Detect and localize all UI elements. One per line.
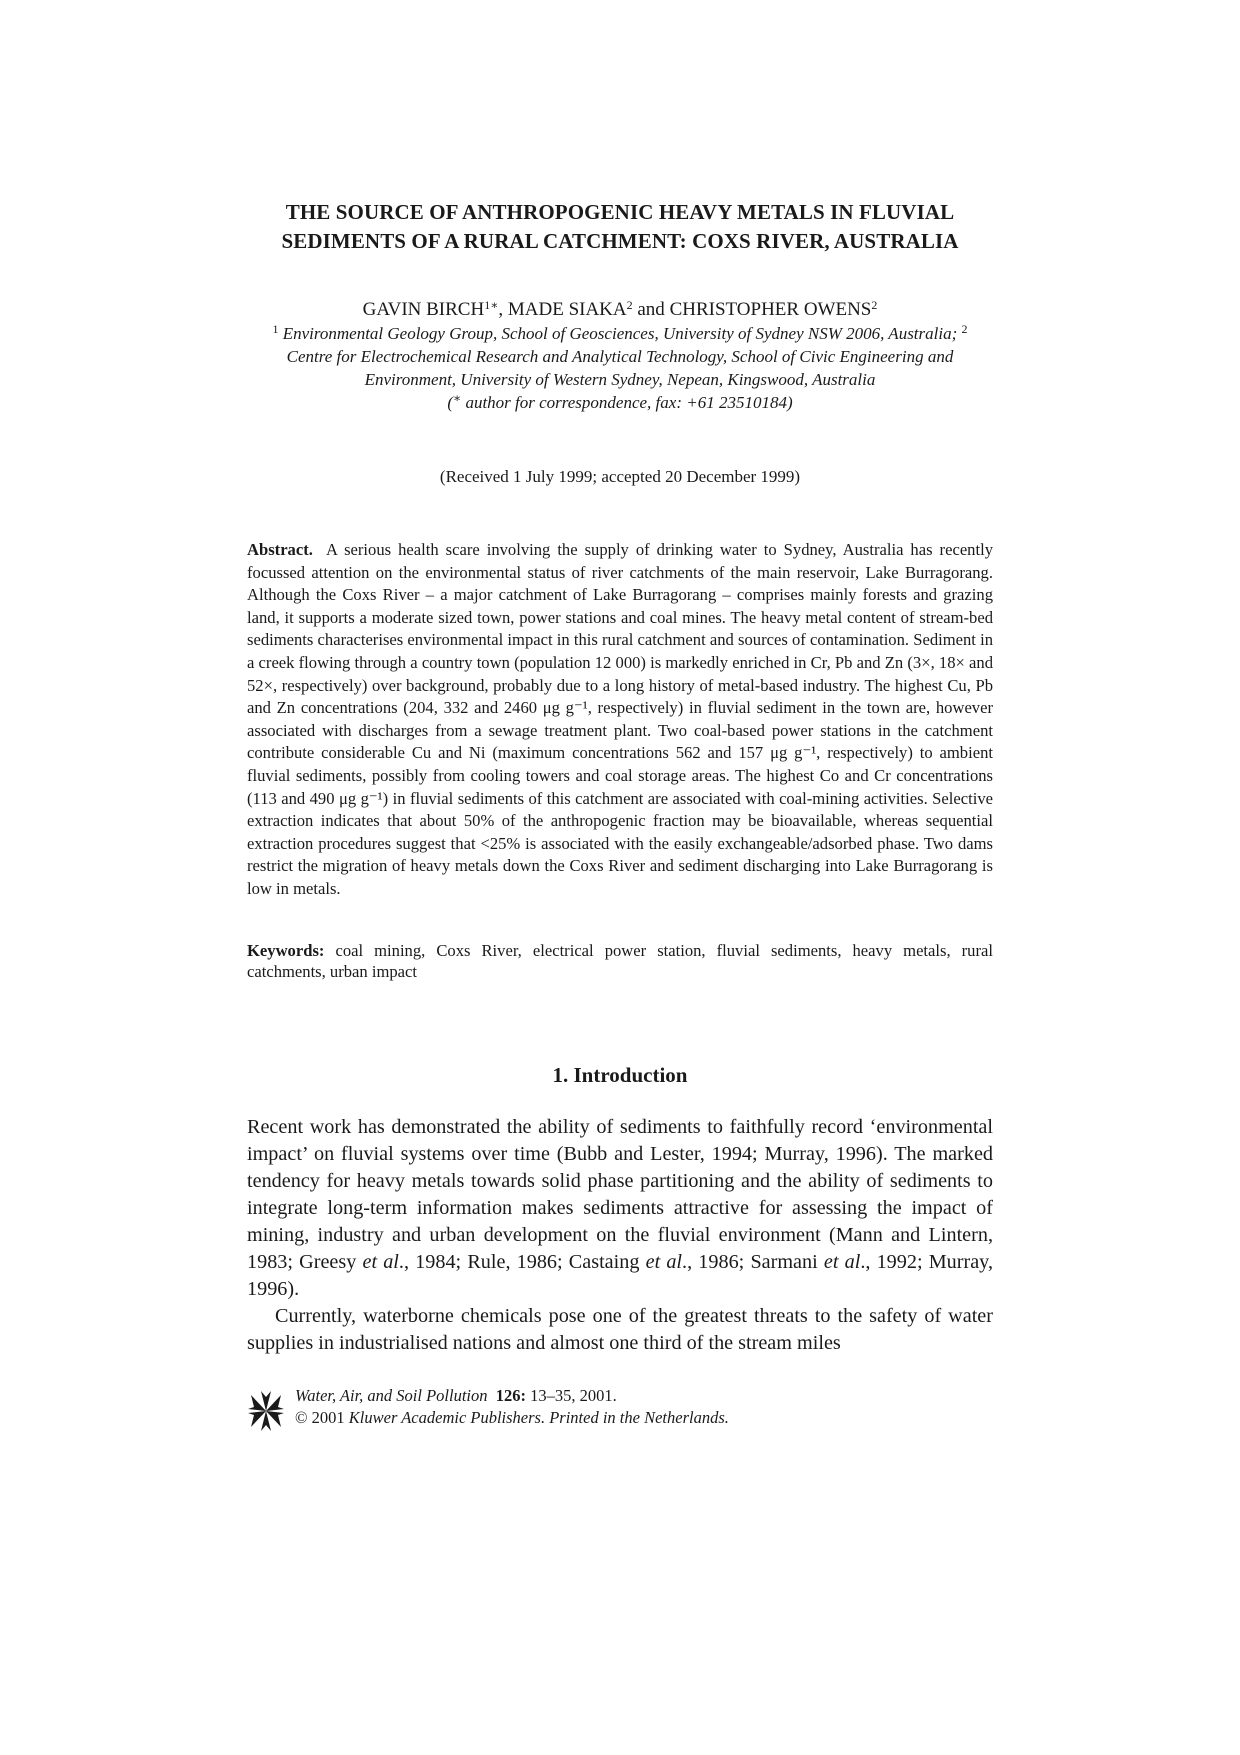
author-name: MADE SIAKA: [507, 299, 627, 320]
publisher-name: Kluwer Academic Publishers. Printed in the Netherlands.: [348, 1408, 729, 1427]
affiliation-marker: 2: [961, 322, 968, 336]
keywords-text: coal mining, Coxs River, electrical power station, fluvial sediments, heavy metals, rural catchments, urban impact: [247, 941, 993, 981]
abstract-text: A serious health scare involving the supply of drinking water to Sydney, Australia has recently focussed attention on the environmental status of river catchments of the main reservoir, Lake Burragorang. Although the Coxs River – a major catchment of Lake Burragorang – comprises mainly forests and grazing land, it supports a moderate sized town, power stations and coal mines. The heavy metal content of stream-bed sediments characterises environmental impact in this rural catchment and sources of contamination. Sediment in a creek flowing through a country town (population 12 000) is markedly enriched in Cr, Pb and Zn (3×, 18× and 52×, respectively) over background, probably due to a long history of metal-based industry. The highest Cu, Pb and Zn concentrations (204, 332 and 2460 μg g⁻¹, respectively) in fluvial sediment in the town are, however associated with discharges from a sewage treatment plant. Two coal-based power stations in the catchment contribute considerable Cu and Ni (maximum concentrations 562 and 157 μg g⁻¹, respectively) to ambient fluvial sediments, possibly from cooling towers and coal storage areas. The highest Co and Cr concentrations (113 and 490 μg g⁻¹) in fluvial sediments of this catchment are associated with coal-mining activities. Selective extraction indicates that about 50% of the anthropogenic fraction may be bioavailable, whereas sequential extraction procedures suggest that <25% is associated with the easily exchangeable/adsorbed phase. Two dams restrict the migration of heavy metals down the Coxs River and sediment discharging into Lake Burragorang is low in metals.: [247, 540, 993, 898]
title-line-1: THE SOURCE OF ANTHROPOGENIC HEAVY METALS IN FLUVIAL: [285, 200, 955, 224]
author-name: GAVIN BIRCH: [362, 299, 485, 320]
author-superscript: 2: [626, 298, 633, 312]
affiliation-2: Centre for Electrochemical Research and Analytical Technology, School of Civic Engineering and Environment, University of Western Sydney, Nepean, Kingswood, Australia: [286, 347, 954, 389]
author-list: [180, 297, 1060, 322]
abstract-label: Abstract.: [247, 540, 313, 559]
et-al: et al: [823, 1251, 861, 1273]
author-separator: and: [632, 299, 670, 320]
section-body: [247, 1114, 993, 1357]
correspondence-note: author for correspondence, fax: +61 23510184): [461, 393, 793, 412]
author-superscript: 1∗: [484, 298, 499, 312]
paragraph-text: ., 1986; Sarmani: [682, 1251, 824, 1273]
citation-line: [295, 1385, 915, 1407]
copyright-line: [295, 1407, 915, 1429]
et-al: et al: [362, 1251, 399, 1273]
section-heading: 1. Introduction: [552, 1063, 688, 1087]
affiliations: [250, 322, 990, 414]
copyright-symbol: © 2001: [295, 1408, 349, 1427]
title-line-2: SEDIMENTS OF A RURAL CATCHMENT: COXS RIVER, AUSTRALIA: [281, 229, 959, 253]
affiliation-marker: 1: [272, 322, 279, 336]
journal-volume: 126:: [495, 1386, 527, 1405]
journal-footer: [295, 1385, 915, 1429]
correspondence-open: (: [447, 393, 454, 412]
received-dates: (Received 1 July 1999; accepted 20 December 1999): [439, 467, 801, 486]
paragraph-1: [247, 1114, 993, 1303]
journal-name: Water, Air, and Soil Pollution: [295, 1386, 488, 1405]
paragraph-text: ., 1992; Murray, 1996).: [247, 1251, 994, 1300]
author-separator: ,: [498, 299, 508, 320]
correspondence-star: ∗: [453, 391, 462, 405]
abstract: [247, 539, 993, 901]
keywords-label: Keywords:: [247, 941, 325, 960]
affiliation-1: Environmental Geology Group, School of Geosciences, University of Sydney NSW 2006, Australia;: [278, 324, 962, 343]
paragraph-text: ., 1984; Rule, 1986; Castaing: [398, 1251, 646, 1273]
publisher-logo-icon: [247, 1389, 285, 1433]
author-superscript: 2: [871, 298, 878, 312]
keywords: [247, 940, 993, 982]
journal-pages: 13–35, 2001.: [526, 1386, 617, 1405]
paragraph-2: Currently, waterborne chemicals pose one of the greatest threats to the safety of water supplies in industrialised nations and almost one third of the stream miles: [247, 1305, 993, 1354]
paragraph-text: Recent work has demonstrated the ability of sediments to faithfully record ‘environmental impact’ on fluvial systems over time (Bubb and Lester, 1994; Murray, 1996). The marked tendency for heavy metals towards solid phase partitioning and the ability of sediments to integrate long-term information makes sediments attractive for assessing the impact of mining, industry and urban development on the fluvial environment (Mann and Lintern, 1983; Greesy: [247, 1116, 993, 1273]
paper-title: [180, 198, 1060, 256]
author-name: CHRISTOPHER OWENS: [669, 299, 872, 320]
et-al: et al: [645, 1251, 683, 1273]
